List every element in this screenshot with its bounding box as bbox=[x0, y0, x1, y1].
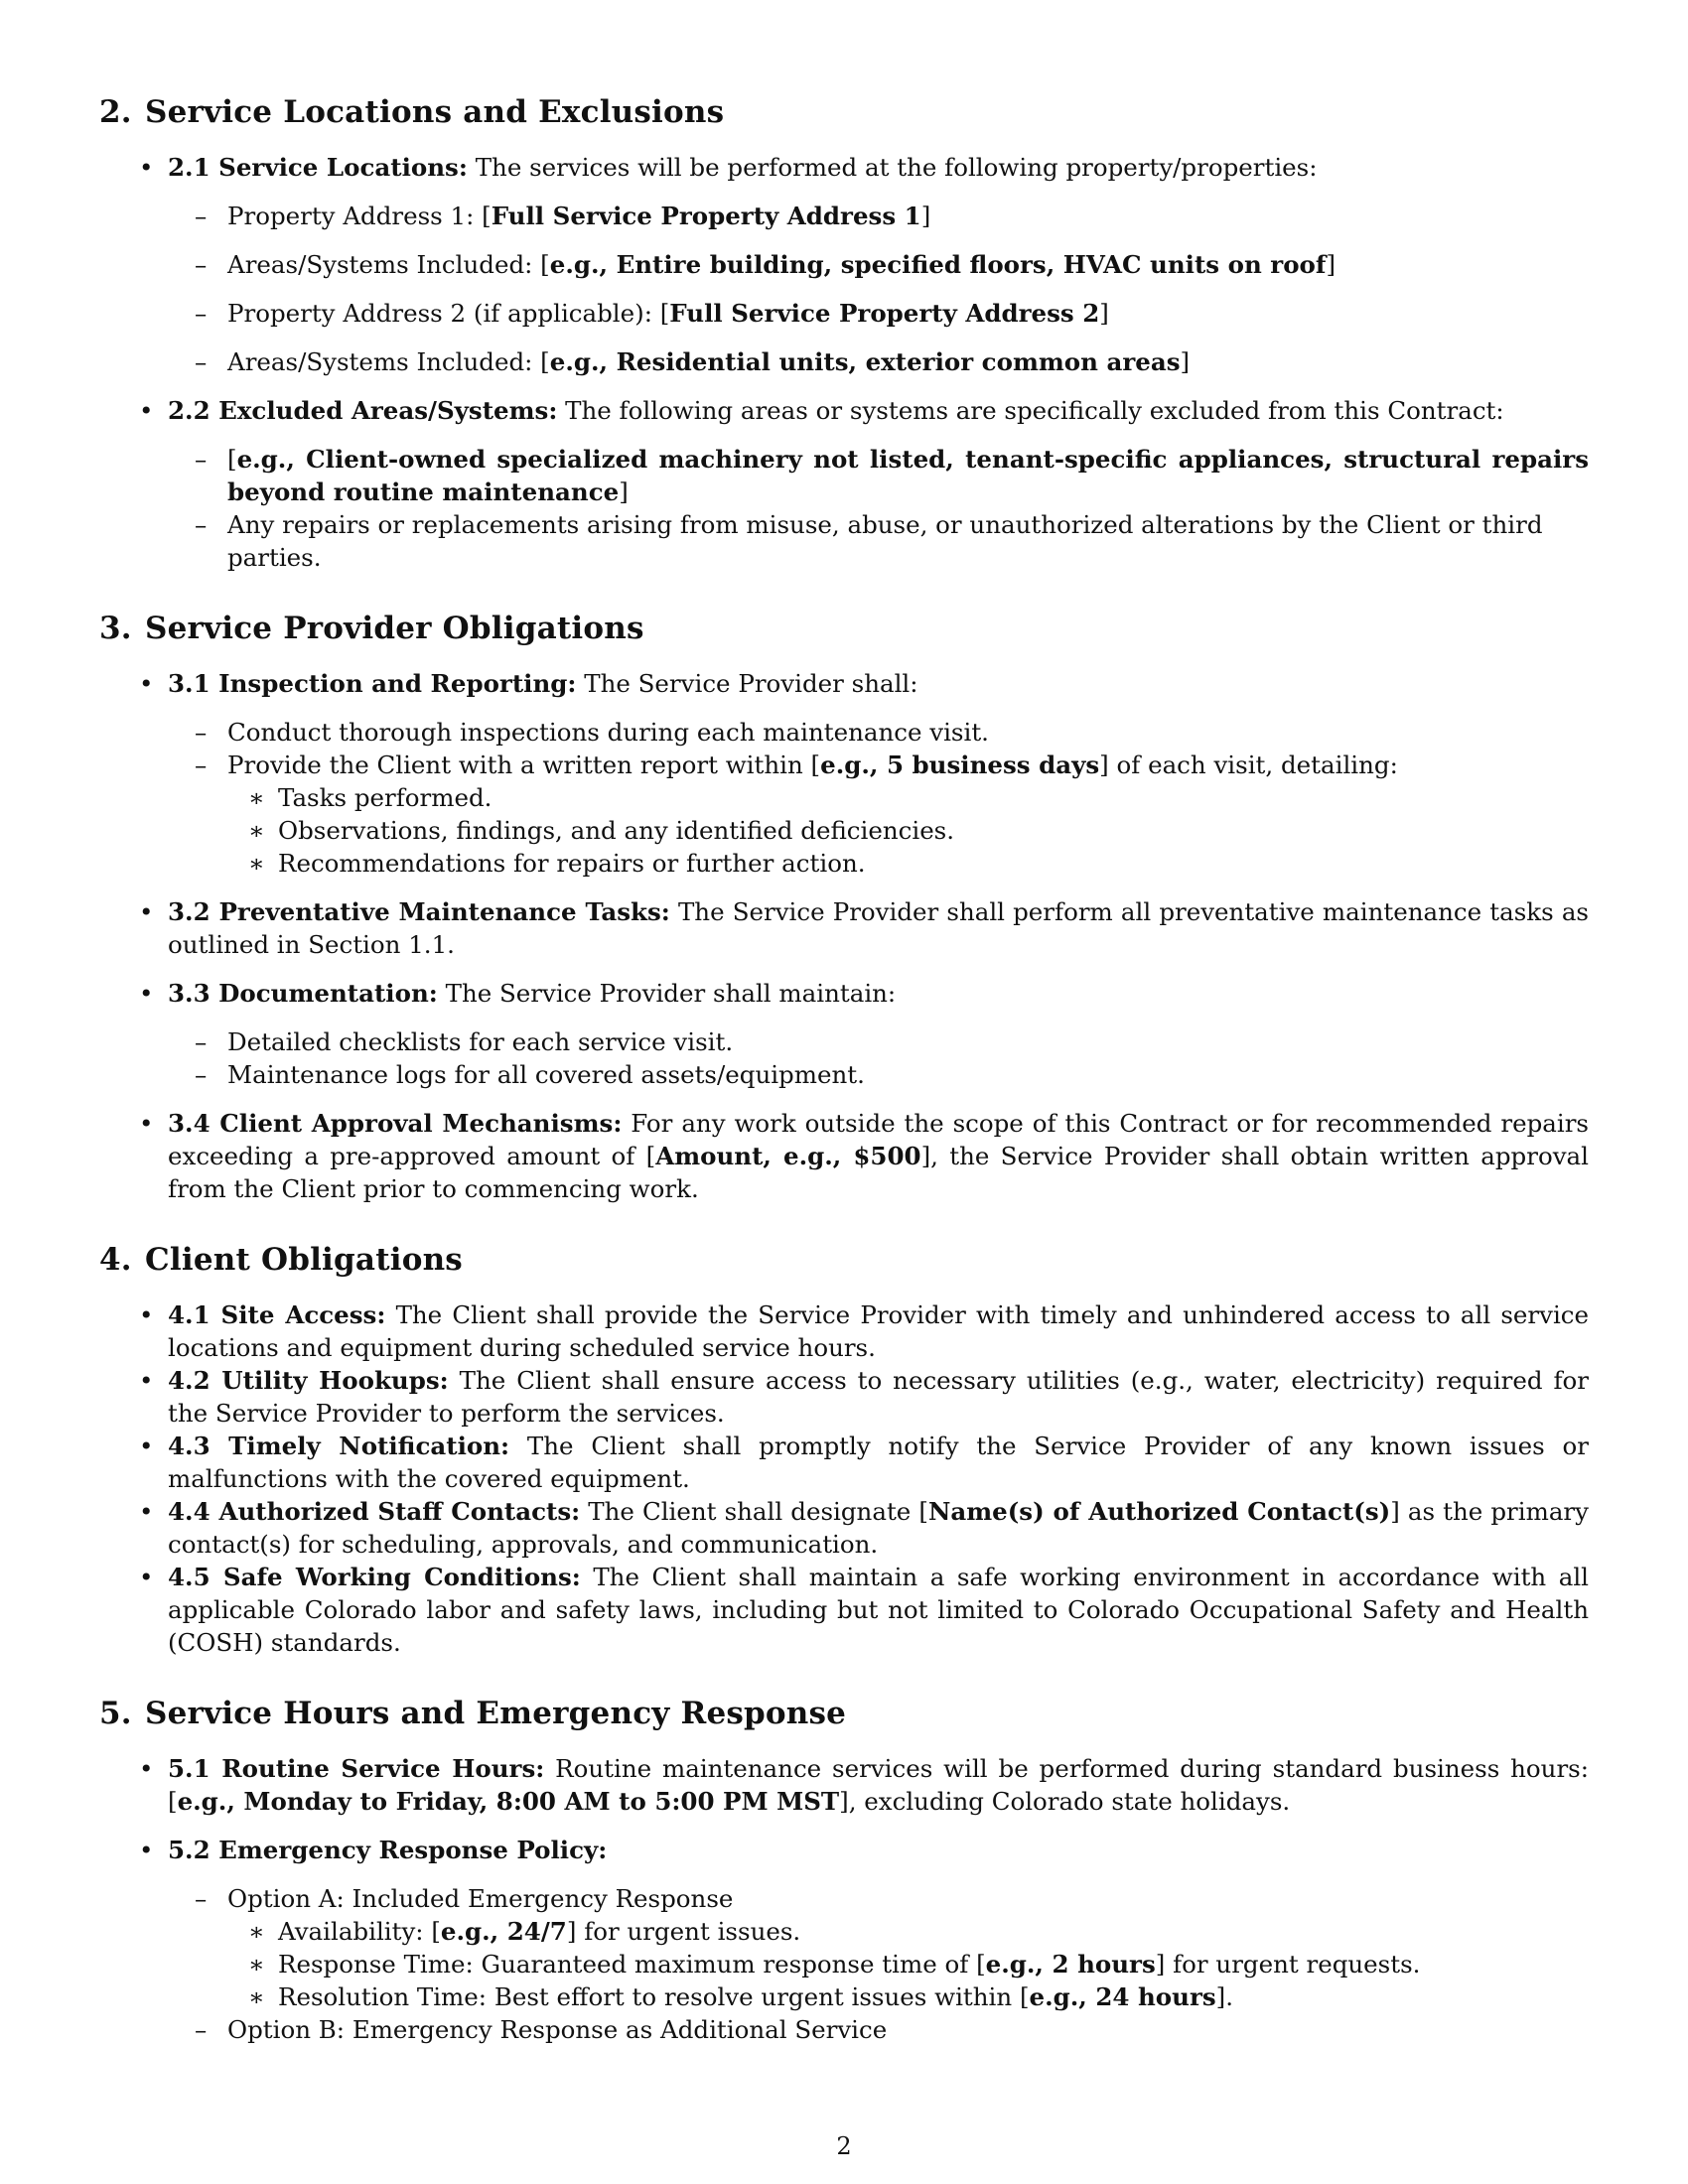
list-subsubitem: ∗ Observations, findings, and any identified deficiencies. bbox=[248, 816, 955, 845]
list-subitem: – Provide the Client with a written report within [e.g., 5 business days] of each visit, detailing: bbox=[195, 751, 1398, 779]
list-item: • 3.2 Preventative Maintenance Tasks: The Service Provider shall perform all preventative maintenance tasks as outlined in Section 1.1. bbox=[139, 897, 1589, 959]
section-5 bbox=[99, 1693, 1589, 2046]
list-item: • 3.4 Client Approval Mechanisms: For any work outside the scope of this Contract or for recommended repairs exceeding a pre-approved amount of [Amount, e.g., $500], the Service Provider shall obtain written approval from the Client prior to commencing work. bbox=[139, 1109, 1589, 1203]
list-subsubitem: ∗ Response Time: Guaranteed maximum response time of [e.g., 2 hours] for urgent requests. bbox=[248, 1950, 1421, 1979]
page-number: 2 bbox=[836, 2132, 852, 2160]
list-item: • 4.1 Site Access: The Client shall provide the Service Provider with timely and unhindered access to all service locations and equipment during scheduled service hours. bbox=[139, 1300, 1590, 1362]
list-item: • 4.4 Authorized Staff Contacts: The Client shall designate [Name(s) of Authorized Contact(s)] as the primary contact(s) for scheduling, approvals, and communication. bbox=[139, 1497, 1589, 1559]
list-subsubitem: ∗ Availability: [e.g., 24/7] for urgent issues. bbox=[248, 1917, 801, 1946]
section-heading: 5. Service Hours and Emergency Response bbox=[99, 1696, 847, 1731]
list-subitem: – Maintenance logs for all covered assets/equipment. bbox=[195, 1060, 865, 1089]
list-subitem: – Option B: Emergency Response as Additional Service bbox=[195, 2015, 888, 2044]
document-page bbox=[99, 91, 1589, 2080]
section-4 bbox=[99, 1239, 1589, 1659]
list-item: • 4.3 Timely Notification: The Client shall promptly notify the Service Provider of any known issues or malfunctions with the covered equipment. bbox=[139, 1432, 1589, 1493]
list-subitem: – Property Address 1: [Full Service Property Address 1] bbox=[195, 202, 931, 230]
list-item: • 4.2 Utility Hookups: The Client shall ensure access to necessary utilities (e.g., water, electricity) required for the Service Provider to perform the services. bbox=[139, 1366, 1589, 1428]
section-heading: 3. Service Provider Obligations bbox=[99, 611, 644, 646]
list-subsubitem: ∗ Tasks performed. bbox=[248, 783, 492, 812]
list-item: • 5.1 Routine Service Hours: Routine maintenance services will be performed during standard business hours: [e.g., Monday to Friday, 8:00 AM to 5:00 PM MST], excluding Colorado state holidays. bbox=[139, 1754, 1589, 1816]
list-subitem: – Any repairs or replacements arising from misuse, abuse, or unauthorized alterations by the Client or third parties. bbox=[195, 510, 1543, 572]
list-item: • 5.2 Emergency Response Policy: bbox=[139, 1836, 608, 1864]
list-subitem: – Areas/Systems Included: [e.g., Residential units, exterior common areas] bbox=[195, 347, 1191, 376]
list-item: • 2.2 Excluded Areas/Systems: The following areas or systems are specifically excluded from this Contract: bbox=[139, 396, 1504, 425]
list-subitem: – Conduct thorough inspections during each maintenance visit. bbox=[195, 718, 989, 747]
section-3 bbox=[99, 608, 1589, 1205]
list-subsubitem: ∗ Resolution Time: Best effort to resolve urgent issues within [e.g., 24 hours]. bbox=[248, 1982, 1234, 2011]
list-item: • 2.1 Service Locations: The services will be performed at the following property/properties: bbox=[139, 153, 1318, 182]
section-heading: 2. Service Locations and Exclusions bbox=[99, 94, 725, 130]
list-subitem: – Areas/Systems Included: [e.g., Entire building, specified floors, HVAC units on roof] bbox=[195, 250, 1336, 279]
list-subitem: – Option A: Included Emergency Response bbox=[195, 1884, 734, 1913]
list-subitem: – Detailed checklists for each service visit. bbox=[195, 1027, 734, 1056]
list-subitem: – [e.g., Client-owned specialized machinery not listed, tenant-specific appliances, structural repairs beyond routine maintenance] bbox=[195, 445, 1589, 506]
section-heading: 4. Client Obligations bbox=[99, 1242, 463, 1278]
list-item: • 4.5 Safe Working Conditions: The Client shall maintain a safe working environment in accordance with all applicable Colorado labor and safety laws, including but not limited to Colorado Occupational Safety and Health (COSH) standards. bbox=[139, 1563, 1589, 1657]
list-subsubitem: ∗ Recommendations for repairs or further action. bbox=[248, 849, 866, 878]
list-item: • 3.3 Documentation: The Service Provider shall maintain: bbox=[139, 979, 897, 1008]
section-2 bbox=[99, 91, 1589, 574]
list-item: • 3.1 Inspection and Reporting: The Service Provider shall: bbox=[139, 669, 918, 698]
list-subitem: – Property Address 2 (if applicable): [Full Service Property Address 2] bbox=[195, 299, 1109, 328]
